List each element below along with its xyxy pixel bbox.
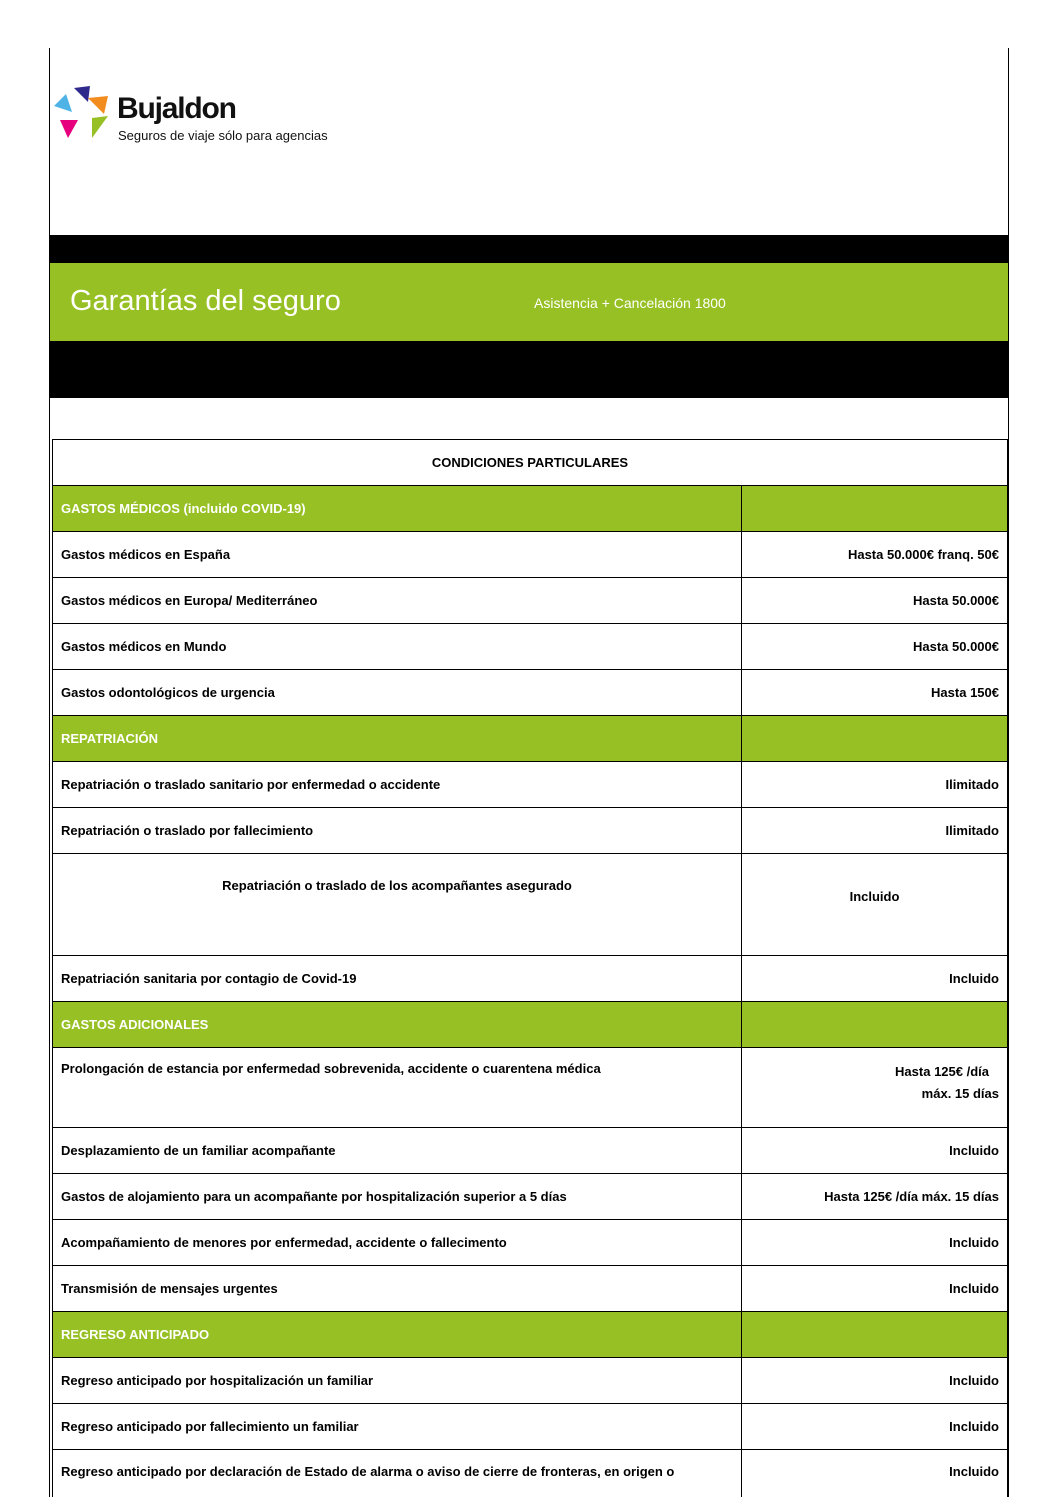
coverage-label: Gastos médicos en España	[53, 532, 742, 578]
table-row	[53, 956, 1008, 1002]
section-header-row	[53, 486, 1008, 532]
document-page	[49, 48, 1009, 1497]
table-row	[53, 1174, 1008, 1220]
section-title: REGRESO ANTICIPADO	[53, 1312, 742, 1358]
page-title: Garantías del seguro	[70, 285, 341, 317]
coverage-label: Repatriación o traslado sanitario por enfermedad o accidente	[53, 762, 742, 808]
coverage-table	[52, 439, 1008, 1497]
coverage-label: Gastos odontológicos de urgencia	[53, 670, 742, 716]
company-logo	[52, 84, 372, 148]
coverage-value: Incluido	[742, 956, 1008, 1002]
coverage-label: Gastos médicos en Mundo	[53, 624, 742, 670]
section-empty-cell	[742, 716, 1008, 762]
coverage-label: Repatriación sanitaria por contagio de Covid-19	[53, 956, 742, 1002]
table-row	[53, 1358, 1008, 1404]
section-empty-cell	[742, 1002, 1008, 1048]
coverage-value: Incluido	[742, 854, 1008, 956]
coverage-label: Repatriación o traslado por fallecimiento	[53, 808, 742, 854]
table-row	[53, 532, 1008, 578]
table-row	[53, 670, 1008, 716]
coverage-label: Regreso anticipado por fallecimiento un familiar	[53, 1404, 742, 1450]
coverage-value: Incluido	[742, 1220, 1008, 1266]
coverage-label: Desplazamiento de un familiar acompañante	[53, 1128, 742, 1174]
table-row	[53, 1220, 1008, 1266]
table-row	[53, 1128, 1008, 1174]
table-row	[53, 762, 1008, 808]
table-row	[53, 1450, 1008, 1497]
product-name: Asistencia + Cancelación 1800	[534, 295, 726, 311]
coverage-label: Transmisión de mensajes urgentes	[53, 1266, 742, 1312]
section-header-row	[53, 1312, 1008, 1358]
coverage-label: Repatriación o traslado de los acompañantes asegurado	[53, 854, 742, 956]
table-row	[53, 578, 1008, 624]
coverage-value	[742, 1048, 1008, 1128]
table-row	[53, 808, 1008, 854]
brand-tagline: Seguros de viaje sólo para agencias	[118, 128, 328, 143]
coverage-value: Hasta 50.000€	[742, 624, 1008, 670]
coverage-label: Regreso anticipado por hospitalización un familiar	[53, 1358, 742, 1404]
section-title: GASTOS MÉDICOS (incluido COVID-19)	[53, 486, 742, 532]
coverage-value: Incluido	[742, 1450, 1008, 1497]
section-empty-cell	[742, 486, 1008, 532]
coverage-value: Hasta 125€ /día máx. 15 días	[742, 1174, 1008, 1220]
pinwheel-logo-icon	[52, 84, 116, 148]
coverage-label: Prolongación de estancia por enfermedad sobrevenida, accidente o cuarentena médica	[53, 1048, 742, 1128]
coverage-value: Hasta 50.000€ franq. 50€	[742, 532, 1008, 578]
coverage-value: Hasta 150€	[742, 670, 1008, 716]
section-empty-cell	[742, 1312, 1008, 1358]
coverage-label: Acompañamiento de menores por enfermedad, accidente o fallecimento	[53, 1220, 742, 1266]
coverage-value: Hasta 50.000€	[742, 578, 1008, 624]
table-title: CONDICIONES PARTICULARES	[53, 440, 1008, 486]
coverage-value: Incluido	[742, 1266, 1008, 1312]
coverage-value: Incluido	[742, 1358, 1008, 1404]
coverage-label: Gastos de alojamiento para un acompañante por hospitalización superior a 5 días	[53, 1174, 742, 1220]
coverage-value-line: máx. 15 días	[921, 1086, 999, 1101]
black-band-top	[50, 235, 1008, 263]
coverage-value-line: Hasta 125€ /día	[895, 1064, 989, 1079]
black-band-bottom	[50, 341, 1008, 398]
coverage-value: Ilimitado	[742, 762, 1008, 808]
section-title: REPATRIACIÓN	[53, 716, 742, 762]
section-title: GASTOS ADICIONALES	[53, 1002, 742, 1048]
coverage-label: Regreso anticipado por declaración de Estado de alarma o aviso de cierre de fronteras, en origen o	[53, 1450, 742, 1497]
table-row	[53, 1266, 1008, 1312]
coverage-label: Gastos médicos en Europa/ Mediterráneo	[53, 578, 742, 624]
table-title-row	[53, 440, 1008, 486]
coverage-value: Ilimitado	[742, 808, 1008, 854]
title-banner	[50, 263, 1008, 341]
table-row	[53, 1404, 1008, 1450]
coverage-value: Incluido	[742, 1128, 1008, 1174]
table-row	[53, 624, 1008, 670]
brand-name: Bujaldon	[117, 92, 236, 125]
coverage-value: Incluido	[742, 1404, 1008, 1450]
table-row	[53, 1048, 1008, 1128]
section-header-row	[53, 1002, 1008, 1048]
table-row	[53, 854, 1008, 956]
section-header-row	[53, 716, 1008, 762]
